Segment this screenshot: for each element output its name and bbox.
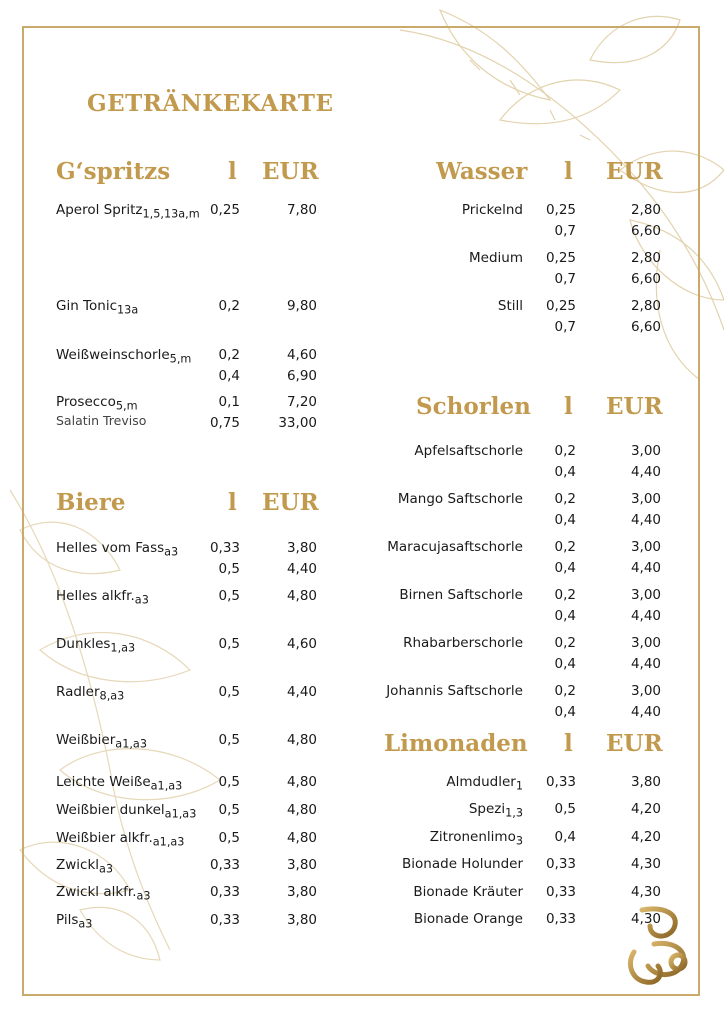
volume-value: 0,33 (545, 774, 576, 790)
item-label: Mango Saftschorle (397, 491, 523, 507)
item-label: Helles alkfr. (56, 588, 135, 604)
menu-item-name (56, 538, 178, 558)
allergen-codes: 5,m (169, 352, 192, 366)
menu-item-name (469, 799, 523, 819)
menu-item-name (386, 681, 523, 701)
unit-heading: l (564, 393, 573, 420)
volume-value: 0,4 (554, 464, 576, 480)
volume-value: 0,2 (554, 683, 576, 699)
item-label: Almdudler (446, 774, 516, 790)
volume-value: 0,5 (218, 802, 240, 818)
volume-value: 0,25 (545, 250, 576, 266)
item-label: Apfelsaftschorle (414, 443, 523, 459)
price-value: 7,80 (286, 202, 317, 218)
volume-value: 0,33 (209, 912, 240, 928)
allergen-codes: a3 (136, 889, 151, 903)
page-title: GETRÄNKEKARTE (87, 90, 334, 117)
item-label: Rhabarberschorle (403, 635, 523, 651)
item-label: Birnen Saftschorle (399, 587, 523, 603)
menu-item-name (56, 634, 135, 654)
price-value: 4,40 (286, 684, 317, 700)
item-label: Medium (469, 250, 523, 266)
menu-item-name (56, 910, 92, 930)
menu-item-name (56, 730, 147, 750)
item-label: Helles vom Fass (56, 540, 165, 556)
menu-item-name (403, 633, 523, 653)
menu-item-name (414, 909, 523, 929)
price-value: 4,40 (630, 560, 661, 576)
menu-item-name (446, 772, 523, 792)
volume-value: 0,5 (218, 774, 240, 790)
allergen-codes: 1,3 (505, 806, 523, 820)
price-value: 6,60 (630, 319, 661, 335)
price-value: 9,80 (286, 298, 317, 314)
price-value: 4,40 (630, 704, 661, 720)
unit-heading: l (228, 158, 237, 185)
section-heading: Schorlen (416, 393, 531, 420)
volume-value: 0,2 (218, 298, 240, 314)
price-value: 4,80 (286, 802, 317, 818)
item-label: Gin Tonic (56, 298, 118, 314)
volume-value: 0,7 (554, 223, 576, 239)
volume-value: 0,2 (218, 347, 240, 363)
price-value: 6,60 (630, 223, 661, 239)
unit-heading: l (228, 489, 237, 516)
allergen-codes: a1,a3 (150, 779, 183, 793)
menu-item-name (462, 200, 523, 220)
price-value: 4,60 (286, 347, 317, 363)
allergen-codes: a3 (164, 545, 179, 559)
volume-value: 0,33 (209, 884, 240, 900)
allergen-codes: a3 (134, 593, 149, 607)
item-label: Bionade Kräuter (413, 884, 523, 900)
price-value: 4,30 (630, 884, 661, 900)
volume-value: 0,4 (554, 704, 576, 720)
price-value: 4,60 (286, 636, 317, 652)
price-value: 4,40 (630, 464, 661, 480)
volume-value: 0,5 (218, 732, 240, 748)
item-label: Weißbier dunkel (56, 802, 165, 818)
price-value: 4,80 (286, 732, 317, 748)
unit-heading: l (564, 158, 573, 185)
volume-value: 0,25 (545, 298, 576, 314)
menu-item-name (498, 296, 523, 316)
price-value: 3,00 (630, 587, 661, 603)
volume-value: 0,33 (545, 856, 576, 872)
allergen-codes: 13a (117, 303, 139, 317)
item-label: Maracujasaftschorle (387, 539, 523, 555)
allergen-codes: 8,a3 (99, 689, 125, 703)
section-heading: Wasser (436, 158, 528, 185)
price-value: 3,00 (630, 635, 661, 651)
menu-item-name (56, 828, 184, 848)
price-value: 4,80 (286, 830, 317, 846)
price-value: 2,80 (630, 250, 661, 266)
currency-heading: EUR (606, 393, 663, 420)
menu-item-name (387, 537, 523, 557)
price-value: 4,40 (630, 608, 661, 624)
price-value: 3,80 (286, 912, 317, 928)
allergen-codes: a1,a3 (152, 835, 185, 849)
item-label: Zitronenlimo (429, 829, 516, 845)
price-value: 7,20 (286, 394, 317, 410)
volume-value: 0,5 (218, 684, 240, 700)
price-value: 33,00 (278, 415, 317, 431)
menu-item-name (56, 855, 113, 875)
volume-value: 0,5 (218, 830, 240, 846)
item-label: Leichte Weiße (56, 774, 151, 790)
menu-item-name (56, 772, 182, 792)
volume-value: 0,5 (218, 636, 240, 652)
item-label: Bionade Orange (413, 911, 523, 927)
menu-item-name (56, 345, 191, 365)
item-label: Weißbier alkfr. (56, 830, 153, 846)
currency-heading: EUR (262, 489, 319, 516)
volume-value: 0,5 (218, 588, 240, 604)
price-value: 3,80 (286, 540, 317, 556)
menu-item-name (402, 854, 523, 874)
allergen-codes: 5,m (115, 399, 138, 413)
price-value: 3,80 (286, 857, 317, 873)
menu-item-name (56, 800, 196, 820)
item-label: Zwickl (56, 857, 100, 873)
item-label: Radler (56, 684, 100, 700)
volume-value: 0,33 (209, 857, 240, 873)
item-label: Aperol Spritz (56, 202, 143, 218)
item-label: Weißbier (56, 732, 116, 748)
volume-value: 0,4 (554, 829, 576, 845)
menu-item-name (56, 296, 138, 316)
section-heading: Biere (56, 489, 126, 516)
allergen-codes: 1 (515, 779, 523, 793)
price-value: 6,60 (630, 271, 661, 287)
price-value: 3,00 (630, 491, 661, 507)
item-label: Prickelnd (461, 202, 523, 218)
item-label: Zwickl alkfr. (56, 884, 137, 900)
price-value: 4,80 (286, 588, 317, 604)
price-value: 2,80 (630, 202, 661, 218)
item-label: Dunkles (56, 636, 111, 652)
volume-value: 0,75 (209, 415, 240, 431)
item-label: Prosecco (56, 394, 116, 410)
price-value: 3,80 (286, 884, 317, 900)
allergen-codes: a1,a3 (115, 737, 147, 751)
price-value: 4,20 (630, 829, 661, 845)
allergen-codes: a3 (78, 917, 93, 931)
volume-value: 0,4 (554, 656, 576, 672)
price-value: 6,90 (286, 368, 317, 384)
currency-heading: EUR (606, 730, 663, 757)
menu-item-name (413, 882, 523, 902)
item-label: Pils (56, 912, 79, 928)
unit-heading: l (564, 730, 573, 757)
volume-value: 0,5 (218, 561, 240, 577)
price-value: 4,30 (630, 856, 661, 872)
item-label: Weißweinschorle (56, 347, 170, 363)
monogram-logo-icon (624, 904, 694, 988)
volume-value: 0,2 (554, 635, 576, 651)
volume-value: 0,4 (554, 512, 576, 528)
menu-item-name (399, 585, 523, 605)
volume-value: 0,25 (545, 202, 576, 218)
item-label: Spezi (468, 801, 506, 817)
volume-value: 0,2 (554, 539, 576, 555)
menu-item-name (56, 392, 138, 412)
menu-item-name (56, 200, 200, 220)
volume-value: 0,2 (554, 587, 576, 603)
volume-value: 0,25 (209, 202, 240, 218)
item-label: Bionade Holunder (402, 856, 523, 872)
price-value: 3,00 (630, 539, 661, 555)
price-value: 4,80 (286, 774, 317, 790)
currency-heading: EUR (262, 158, 319, 185)
allergen-codes: 1,a3 (110, 641, 136, 655)
price-value: 4,40 (630, 656, 661, 672)
allergen-codes: a1,a3 (164, 807, 197, 821)
menu-item-name (430, 827, 523, 847)
section-heading: Limonaden (384, 730, 528, 757)
allergen-codes: 1,5,13a,m (142, 207, 200, 221)
price-value: 4,40 (630, 512, 661, 528)
volume-value: 0,4 (554, 608, 576, 624)
allergen-codes: a3 (99, 862, 114, 876)
menu-item-name (56, 882, 151, 902)
volume-value: 0,2 (554, 443, 576, 459)
volume-value: 0,1 (218, 394, 240, 410)
volume-value: 0,33 (545, 911, 576, 927)
volume-value: 0,4 (218, 368, 240, 384)
volume-value: 0,2 (554, 491, 576, 507)
volume-value: 0,33 (209, 540, 240, 556)
item-label: Still (497, 298, 523, 314)
item-subtitle: Salatin Treviso (56, 413, 147, 428)
volume-value: 0,5 (554, 801, 576, 817)
volume-value: 0,7 (554, 319, 576, 335)
section-heading: G‘spritzs (56, 158, 171, 185)
menu-item-name (469, 248, 523, 268)
price-value: 4,30 (630, 911, 661, 927)
price-value: 4,40 (286, 561, 317, 577)
volume-value: 0,33 (545, 884, 576, 900)
volume-value: 0,7 (554, 271, 576, 287)
menu-item-name (56, 586, 149, 606)
price-value: 3,80 (630, 774, 661, 790)
menu-item-name (414, 441, 523, 461)
menu-item-name (56, 682, 124, 702)
price-value: 4,20 (630, 801, 661, 817)
price-value: 2,80 (630, 298, 661, 314)
allergen-codes: 3 (515, 834, 523, 848)
volume-value: 0,4 (554, 560, 576, 576)
currency-heading: EUR (606, 158, 663, 185)
item-label: Johannis Saftschorle (386, 683, 523, 699)
price-value: 3,00 (630, 443, 661, 459)
price-value: 3,00 (630, 683, 661, 699)
menu-item-name (398, 489, 523, 509)
